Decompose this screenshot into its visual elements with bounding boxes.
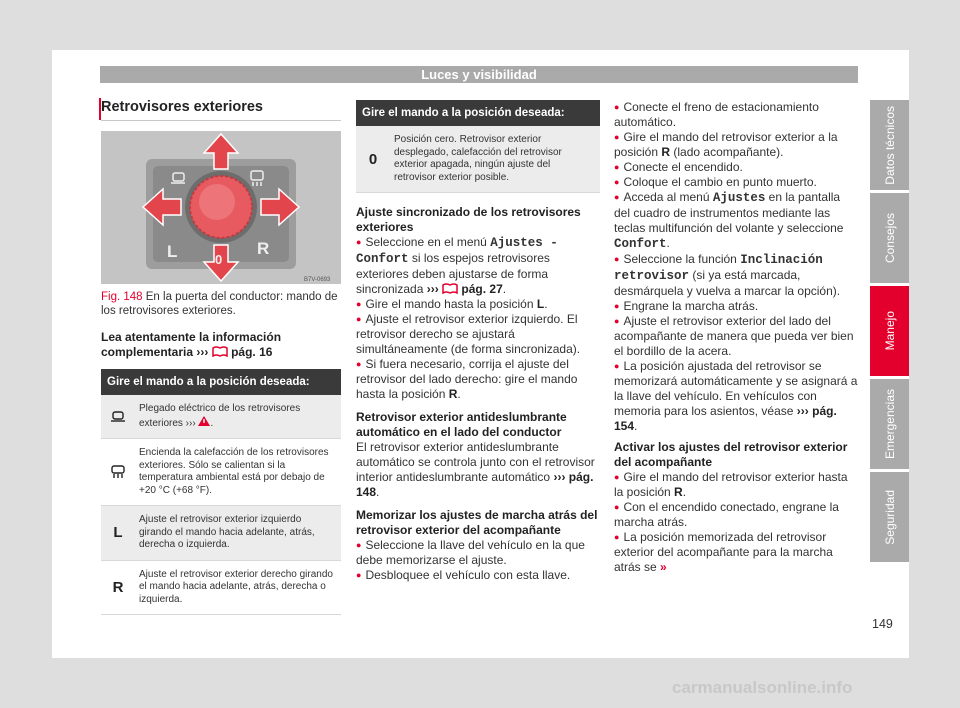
- list-item: ● Coloque el cambio en punto muerto.: [614, 175, 858, 190]
- heading-sync: Ajuste sincronizado de los retrovisores exteriores: [356, 205, 581, 234]
- page-link[interactable]: pág. 148: [356, 470, 594, 499]
- lead-page-link[interactable]: pág. 16: [231, 345, 273, 359]
- book-icon: [212, 346, 228, 357]
- section-title: Retrovisores exteriores: [101, 99, 263, 115]
- row-text: Posición cero. Retrovisor exterior desplegado, calefacción del retrovisor exterior apagada, ningún ajuste del retrovisor exterior posible.: [394, 134, 562, 183]
- list-item: ● Ajuste el retrovisor exterior izquierdo. El retrovisor derecho se ajustará simultáneamente (de forma sincronizada).: [356, 312, 600, 357]
- continued-icon: »: [660, 560, 667, 574]
- tab-manejo[interactable]: Manejo: [870, 286, 909, 376]
- row-symbol: R: [112, 578, 124, 596]
- list-item: ● La posición ajustada del retrovisor se memorizará automáticamente y se asignará a la llave del vehículo. En vehículos con memoria para los asientos, véase ››› pág. 154.: [614, 359, 858, 434]
- table-row: [101, 395, 341, 439]
- lead-ref-arrows: ›››: [196, 345, 209, 359]
- zero-position-table: [356, 100, 600, 193]
- list-item: ● Seleccione en el menú Ajustes - Confort si los espejos retrovisores exteriores deben ajustarse de forma sincronizada ››› pág. 27.: [356, 235, 600, 297]
- page-link[interactable]: pág. 154: [614, 404, 837, 433]
- row-symbol: L: [113, 524, 123, 542]
- table-row: [101, 561, 341, 616]
- list-item: ● Gire el mando del retrovisor exterior a la posición R (lado acompañante).: [614, 130, 858, 160]
- heading-antiglare: Retrovisor exterior antideslumbrante automático en el lado del conductor: [356, 410, 567, 439]
- chapter-header: Luces y visibilidad: [100, 66, 858, 83]
- page-number: 149: [872, 617, 893, 631]
- tab-consejos[interactable]: Consejos: [870, 193, 909, 283]
- knob-label-l: L: [167, 242, 178, 261]
- row-symbol: 0: [368, 150, 378, 168]
- mirror-heating-icon: [101, 439, 135, 505]
- list-item: ● Ajuste el retrovisor exterior del lado del acompañante de manera que pueda ver bien el bordillo de la acera.: [614, 314, 858, 359]
- table-heading: Gire el mando a la posición deseada:: [356, 100, 600, 126]
- column-middle: [356, 100, 600, 583]
- page-link[interactable]: pág. 27: [461, 282, 503, 296]
- tab-seguridad[interactable]: Seguridad: [870, 472, 909, 562]
- list-item: ● Gire el mando del retrovisor exterior hasta la posición R.: [614, 470, 858, 500]
- list-item: ● Gire el mando hasta la posición L.: [356, 297, 600, 312]
- column-right: [614, 100, 858, 575]
- row-text: Ajuste el retrovisor exterior izquierdo girando el mando hacia adelante, atrás, derecha o izquierda.: [139, 514, 315, 550]
- lead-text: Lea atentamente la información complementaria: [101, 330, 282, 359]
- mirror-fold-icon: [101, 395, 135, 438]
- chapter-tabs: [870, 100, 909, 565]
- list-item: ● Seleccione la llave del vehículo en la que debe memorizarse el ajuste.: [356, 538, 600, 568]
- row-text: Encienda la calefacción de los retrovisores exteriores. Sólo se calientan si la temperatura ambiental está por debajo de +20 °C (+68 °F).: [139, 447, 329, 496]
- list-item: ● Engrane la marcha atrás.: [614, 299, 858, 314]
- heading-activate: Activar los ajustes del retrovisor exterior del acompañante: [614, 440, 848, 469]
- list-item: ● La posición memorizada del retrovisor exterior del acompañante para la marcha atrás se »: [614, 530, 858, 575]
- knob-label-0: 0: [215, 252, 223, 267]
- figure-caption: [101, 290, 341, 318]
- table-heading: Gire el mando a la posición deseada:: [101, 369, 341, 395]
- table-row: [101, 506, 341, 561]
- list-item: ● Desbloquee el vehículo con esta llave.: [356, 568, 600, 583]
- knob-label-r: R: [257, 239, 270, 258]
- heading-memorize: Memorizar los ajustes de marcha atrás del retrovisor exterior del acompañante: [356, 508, 598, 537]
- mirror-control-figure: [101, 131, 341, 284]
- row-text: Plegado eléctrico de los retrovisores exteriores ››› .: [139, 403, 301, 429]
- table-row: [101, 439, 341, 506]
- figure-code: B7V-0693: [304, 277, 331, 283]
- mirror-position-table: [101, 369, 341, 615]
- caption-text: En la puerta del conductor: mando de los retrovisores exteriores.: [101, 291, 338, 317]
- warning-icon: [198, 416, 210, 426]
- tab-emergencias[interactable]: Emergencias: [870, 379, 909, 469]
- section-rule: [101, 120, 341, 121]
- list-item: ● Con el encendido conectado, engrane la marcha atrás.: [614, 500, 858, 530]
- list-item: ● Seleccione la función Inclinación retrovisor (si ya está marcada, desmárquela y vuelva a marcar la opción).: [614, 252, 858, 299]
- row-text: Ajuste el retrovisor exterior derecho girando el mando hacia adelante, atrás, derecha o izquierda.: [139, 568, 333, 605]
- caption-number: Fig. 148: [101, 291, 143, 303]
- list-item: ● Acceda al menú Ajustes en la pantalla del cuadro de instrumentos mediante las teclas multifunción del volante y seleccione Confort.: [614, 190, 858, 252]
- table-row: [356, 126, 600, 193]
- lead-paragraph: [101, 330, 341, 360]
- list-item: ● Conecte el encendido.: [614, 160, 858, 175]
- list-item: ● Si fuera necesario, corrija el ajuste del retrovisor del lado derecho: gire el mando hasta la posición R.: [356, 357, 600, 402]
- watermark: carmanualsonline.info: [672, 678, 853, 697]
- paragraph: El retrovisor exterior antideslumbrante automático se controla junto con el retrovisor interior antideslumbrante automático ››› pág. 148.: [356, 440, 595, 499]
- book-icon: [442, 283, 458, 294]
- list-item: ● Conecte el freno de estacionamiento automático.: [614, 100, 858, 130]
- tab-datos-tecnicos[interactable]: Datos técnicos: [870, 100, 909, 190]
